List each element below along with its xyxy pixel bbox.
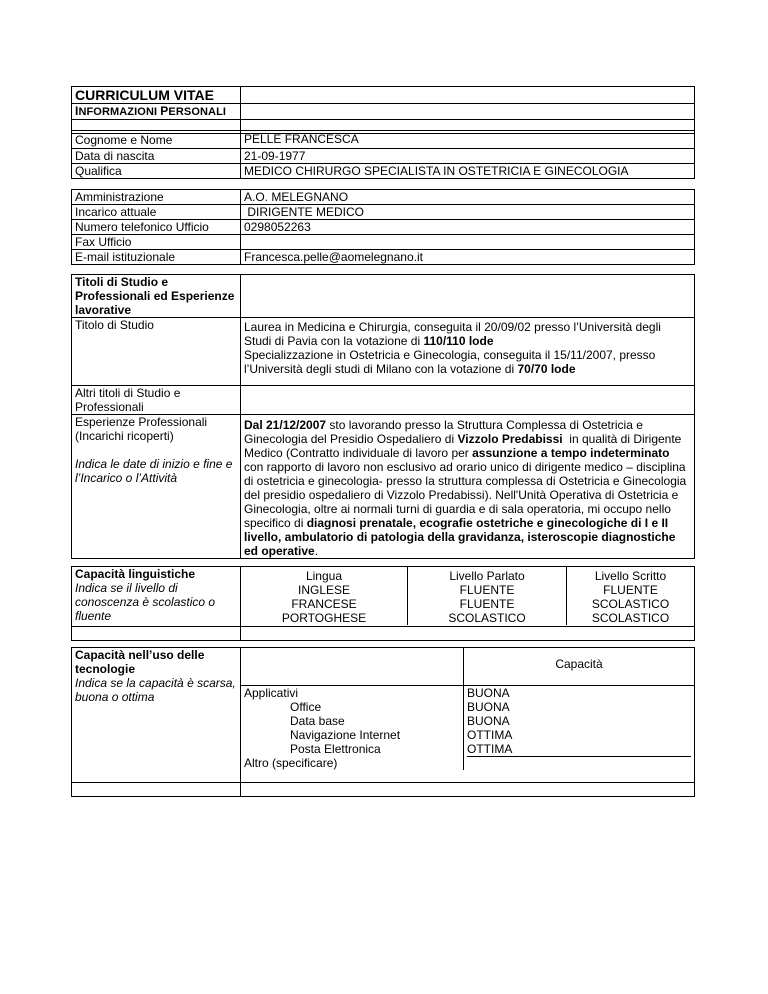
email-value: Francesca.pelle@aomelegnano.it [241, 250, 695, 265]
birth-label: Data di nascita [72, 149, 241, 164]
experience-hint: Indica le date di inizio e fine e l’Incarico o l’Attività [75, 457, 233, 485]
fax-value [241, 235, 695, 250]
study-title-label: Titolo di Studio [72, 318, 241, 386]
office-table [71, 189, 695, 265]
tech-hint: Indica se la capacità è scarsa, buona o ottima [75, 676, 236, 704]
admin-label: Amministrazione [72, 190, 241, 205]
name-value: PELLE FRANCESCA [241, 131, 695, 149]
studies-table [71, 274, 695, 559]
col-written: Livello Scritto FLUENTE SCOLASTICO SCOLASTICO [591, 569, 670, 625]
admin-value: A.O. MELEGNANO [241, 190, 695, 205]
phone-value: 0298052263 [241, 220, 695, 235]
languages-label: Capacità linguistiche Indica se il livello di conoscenza è scolastico o fluente [72, 567, 241, 627]
name-label: Cognome e Nome [72, 131, 241, 149]
languages-hint: Indica se il livello di conoscenza è scolastico o fluente [75, 581, 216, 623]
personal-table [71, 130, 695, 179]
birth-value: 21-09-1977 [241, 149, 695, 164]
tech-table [71, 647, 695, 797]
col-lang: Lingua INGLESE FRANCESE PORTOGHESE [241, 567, 408, 625]
experience-label: Esperienze Professionali (Incarichi ricoperti) Indica le date di inizio e fine e l’Incarico o l’Attività [72, 415, 241, 559]
section-personal-info: INFORMAZIONI PERSONALI [72, 104, 241, 120]
job-label: Incarico attuale [72, 205, 241, 220]
phone-label: Numero telefonico Ufficio [72, 220, 241, 235]
header-table [71, 86, 695, 134]
studies-section-label: Titoli di Studio e Professionali ed Esperienze lavorative [72, 275, 241, 318]
job-value: DIRIGENTE MEDICO [241, 205, 695, 220]
email-label: E-mail istituzionale [72, 250, 241, 265]
study-title-value: Laurea in Medicina e Chirurgia, conseguita il 20/09/02 presso l’Università degli Studi di Pavia con la votazione di 110/110 lode Specializzazione in Ostetricia e Ginecologia, conseguita il 15/11/2007, presso l’Università degli studi di Milano con la votazione di 70/70 lode [241, 318, 695, 386]
tech-grid [241, 648, 694, 770]
other-titles-label: Altri titoli di Studio e Professionali [72, 386, 241, 415]
experience-value: Dal 21/12/2007 sto lavorando presso la Struttura Complessa di Ostetricia e Ginecologia del Presidio Ospedaliero di Vizzolo Predabissi in qualità di Dirigente Medico (Contratto individuale di lavoro per assunzione a tempo indeterminato con rapporto di lavoro non esclusivo ad orario unico di dirigente medico – disciplina di ostetricia e ginecologia- presso la struttura complessa di Ostetricia e Ginecologia del presidio ospedaliero di Vizzolo Predabissi). Nell'Unità Operativa di Ostetricia e Ginecologia, oltre ai normali turni di guardia e di sala operatoria, mi occupo nello specifico di diagnosi prenatale, ecografie ostetriche e ginecologiche di I e II livello, ambulatorio di patologia della gravidanza, isteroscopie diagnostiche ed operative. [241, 415, 695, 559]
languages-grid [241, 567, 694, 625]
role-value: MEDICO CHIRURGO SPECIALISTA IN OSTETRICIA E GINECOLOGIA [241, 164, 695, 179]
col-spoken: Livello Parlato FLUENTE FLUENTE SCOLASTICO [408, 567, 567, 625]
languages-table [71, 566, 695, 641]
tech-levels-list: BUONA BUONA BUONA OTTIMA OTTIMA [464, 685, 695, 770]
tech-apps-list: Applicativi Office Data base Navigazione Internet Posta Elettronica Altro (specificare) [241, 685, 464, 770]
col-capacity: Capacità [555, 657, 603, 671]
fax-label: Fax Ufficio [72, 235, 241, 250]
cv-title: CURRICULUM VITAE [72, 87, 241, 104]
tech-label: Capacità nell’uso delle tecnologie Indica se la capacità è scarsa, buona o ottima [72, 648, 241, 783]
role-label: Qualifica [72, 164, 241, 179]
